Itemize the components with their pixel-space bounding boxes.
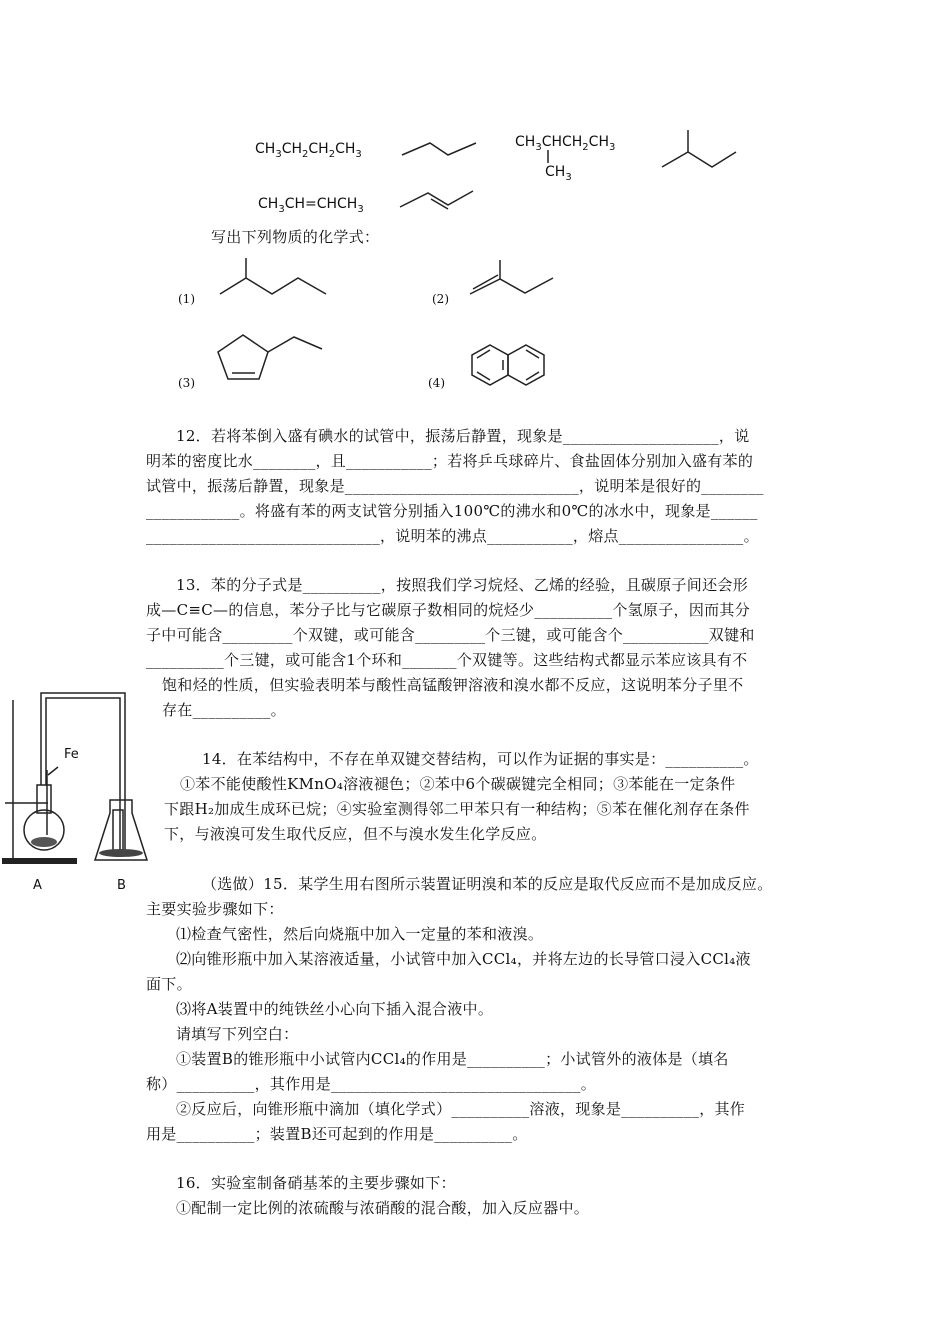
q14-line: 下跟H₂加成生成环已烷；④实验室测得邻二甲苯只有一种结构；⑤苯在催化剂存在条件 <box>164 800 750 818</box>
label-4: (4) <box>428 376 445 390</box>
q15-line: ⑶将A装置中的纯铁丝小心向下插入混合液中。 <box>176 1000 494 1018</box>
instruction-text: 写出下列物质的化学式： <box>211 228 380 246</box>
q12-line: ______________________________，说明苯的沸点___________，熔点________________。 <box>146 527 759 545</box>
label-2: (2) <box>432 292 449 306</box>
q13-line: __________个三键，或可能含1个环和_______个双键等。这些结构式都显示苯应该具有不 <box>146 651 748 669</box>
q12-line: 明苯的密度比水________，且___________；若将乒乓球碎片、食盐固体分别加入盛有苯的 <box>146 452 754 470</box>
q15-line: （选做）15．某学生用右图所示装置证明溴和苯的反应是取代反应而不是加成反应。 <box>202 875 773 893</box>
formula-butene: $CH_3CH=CHCH_3$ <box>258 196 364 215</box>
q16-line: 16．实验室制备硝基苯的主要步骤如下： <box>176 1174 456 1192</box>
q15-line: 用是__________；装置B还可起到的作用是__________。 <box>146 1125 528 1143</box>
q14-line: 14．在苯结构中，不存在单双键交替结构，可以作为证据的事实是：__________。 <box>202 750 759 768</box>
q13-line: 存在__________。 <box>162 701 286 719</box>
q15-line: ①装置B的锥形瓶中小试管内CCl₄的作用是__________；小试管外的液体是（填名 <box>176 1050 729 1068</box>
formula-butane: $CH_3CH_2CH_2CH_3$ <box>255 141 362 160</box>
q15-line: 请填写下列空白： <box>176 1025 299 1043</box>
bromination-apparatus-diagram <box>0 685 150 895</box>
label-b: B <box>117 878 126 893</box>
q14-line: 下，与液溴可发生取代反应，但不与溴水发生化学反应。 <box>164 825 547 843</box>
label-1: (1) <box>178 292 195 306</box>
label-3: (3) <box>178 376 195 390</box>
naphthalene-skeletal-icon <box>0 0 950 420</box>
q13-line: 饱和烃的性质，但实验表明苯与酸性高锰酸钾溶液和溴水都不反应，这说明苯分子里不 <box>162 676 744 694</box>
q14-line: ①苯不能使酸性KMnO₄溶液褪色；②苯中6个碳碳键完全相同；③苯能在一定条件 <box>180 775 736 793</box>
q12-line: 12．若将苯倒入盛有碘水的试管中，振荡后静置，现象是____________________，说 <box>176 427 750 445</box>
label-a: A <box>33 878 42 893</box>
q12-line: ____________。将盛有苯的两支试管分别插入100℃的沸水和0℃的冰水中，现象是______ <box>146 502 758 520</box>
q15-line: 面下。 <box>146 975 192 993</box>
q15-line: ⑴检查气密性，然后向烧瓶中加入一定量的苯和液溴。 <box>176 925 544 943</box>
formula-methyl-branch: $CH_3$ <box>545 164 572 183</box>
q13-line: 子中可能含_________个双键，或可能含_________个三键，或可能含个___________双键和 <box>146 626 755 644</box>
q16-line: ①配制一定比例的浓硫酸与浓硝酸的混合酸，加入反应器中。 <box>176 1199 590 1217</box>
q13-line: 成—C≡C—的信息，苯分子比与它碳原子数相同的烷烃少__________个氢原子，因而其分 <box>146 601 751 619</box>
label-fe: Fe <box>64 747 79 762</box>
q15-line: 称）__________，其作用是________________________________。 <box>146 1075 597 1093</box>
q15-line: 主要实验步骤如下： <box>146 900 284 918</box>
q15-line: ②反应后，向锥形瓶中滴加（填化学式）__________溶液，现象是__________，其作 <box>176 1100 746 1118</box>
q15-line: ⑵向锥形瓶中加入某溶液适量，小试管中加入CCl₄，并将左边的长导管口浸入CCl₄液 <box>176 950 751 968</box>
formula-methylbutane: $CH_3CHCH_2CH_3$ <box>515 134 616 153</box>
q13-line: 13．苯的分子式是__________，按照我们学习烷烃、乙烯的经验，且碳原子间还会形 <box>176 576 748 594</box>
q12-line: 试管中，振荡后静置，现象是______________________________，说明苯是很好的________ <box>146 477 764 495</box>
